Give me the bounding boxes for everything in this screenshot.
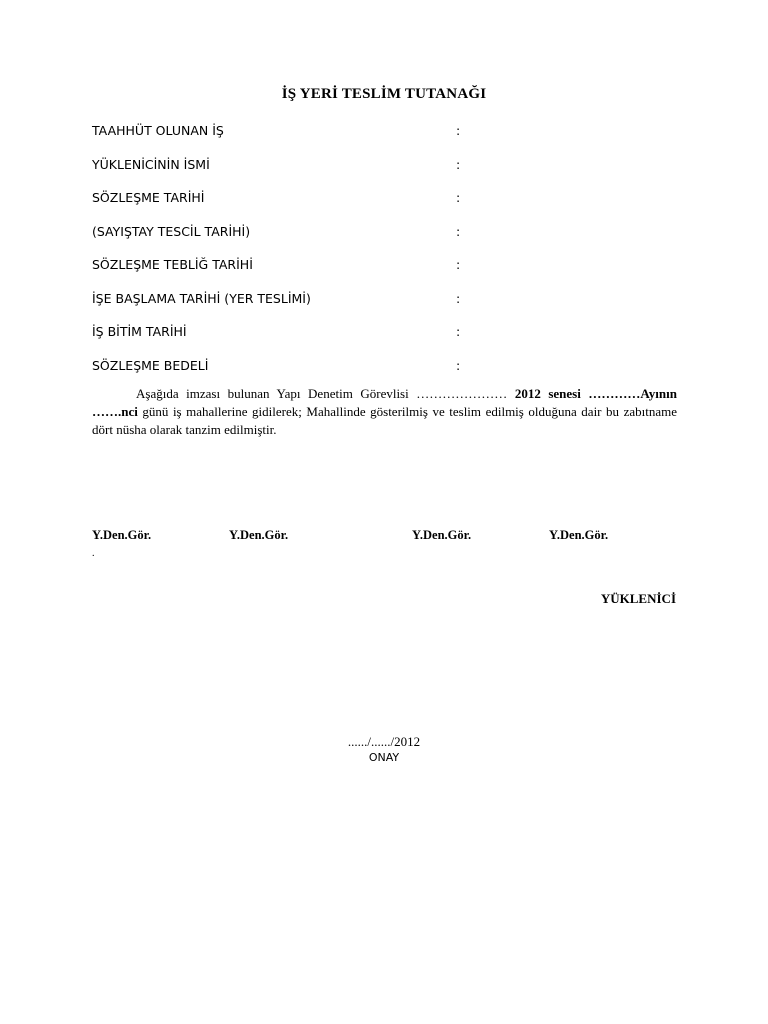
field-row-taahhut (92, 122, 472, 156)
field-label: SÖZLEŞME TEBLİĞ TARİHİ (92, 257, 253, 272)
approval-label: ONAY (368, 751, 400, 764)
field-separator: : (456, 123, 461, 138)
field-separator: : (456, 190, 461, 205)
document-title: İŞ YERİ TESLİM TUTANAĞI (281, 86, 487, 102)
statement-text: Aşağıda imzası bulunan Yapı Denetim Görevlisi ………………… (136, 386, 515, 401)
field-label: İŞ BİTİM TARİHİ (92, 324, 187, 339)
signature-inspector-3: Y.Den.Gör. (412, 528, 472, 542)
contractor-label: YÜKLENİCİ (600, 591, 676, 606)
field-separator: : (456, 290, 461, 306)
field-label: YÜKLENİCİNİN İSMİ (92, 156, 210, 172)
statement-text-end: günü iş mahallerine gidilerek; Mahallinde gösterilmiş ve teslim edilmiş olduğuna dair bu zabıtname dört nüsha olarak tanzim edilmiştir. (92, 404, 677, 437)
statement-paragraph (92, 385, 677, 439)
statement-date-text: 2012 senesi …………Ayının …….nci (92, 386, 677, 419)
field-separator: : (456, 223, 461, 239)
field-row-ise-baslama (92, 290, 472, 324)
signature-inspector-4: Y.Den.Gör. (549, 528, 609, 542)
signature-inspector-1: Y.Den.Gör. (92, 528, 152, 542)
field-separator: : (456, 257, 461, 272)
field-label: TAAHHÜT OLUNAN İŞ (92, 123, 224, 138)
field-row-teblig (92, 256, 472, 290)
field-row-yuklenici (92, 156, 472, 190)
field-label: İŞE BAŞLAMA TARİHİ (YER TESLİMİ) (92, 290, 311, 306)
field-row-sozlesme-tarihi (92, 189, 472, 223)
field-label: SÖZLEŞME BEDELİ (92, 357, 209, 373)
field-row-is-bitim (92, 323, 472, 357)
field-separator: : (456, 324, 461, 339)
field-label: (SAYIŞTAY TESCİL TARİHİ) (92, 223, 251, 239)
field-label: SÖZLEŞME TARİHİ (92, 190, 205, 205)
stray-dot: . (92, 548, 95, 559)
signature-inspector-2: Y.Den.Gör. (229, 528, 289, 542)
field-row-sayistay (92, 223, 472, 257)
field-separator: : (456, 156, 461, 172)
approval-date: ....../....../2012 (347, 734, 421, 749)
field-separator: : (456, 357, 461, 373)
info-fields (92, 122, 472, 390)
